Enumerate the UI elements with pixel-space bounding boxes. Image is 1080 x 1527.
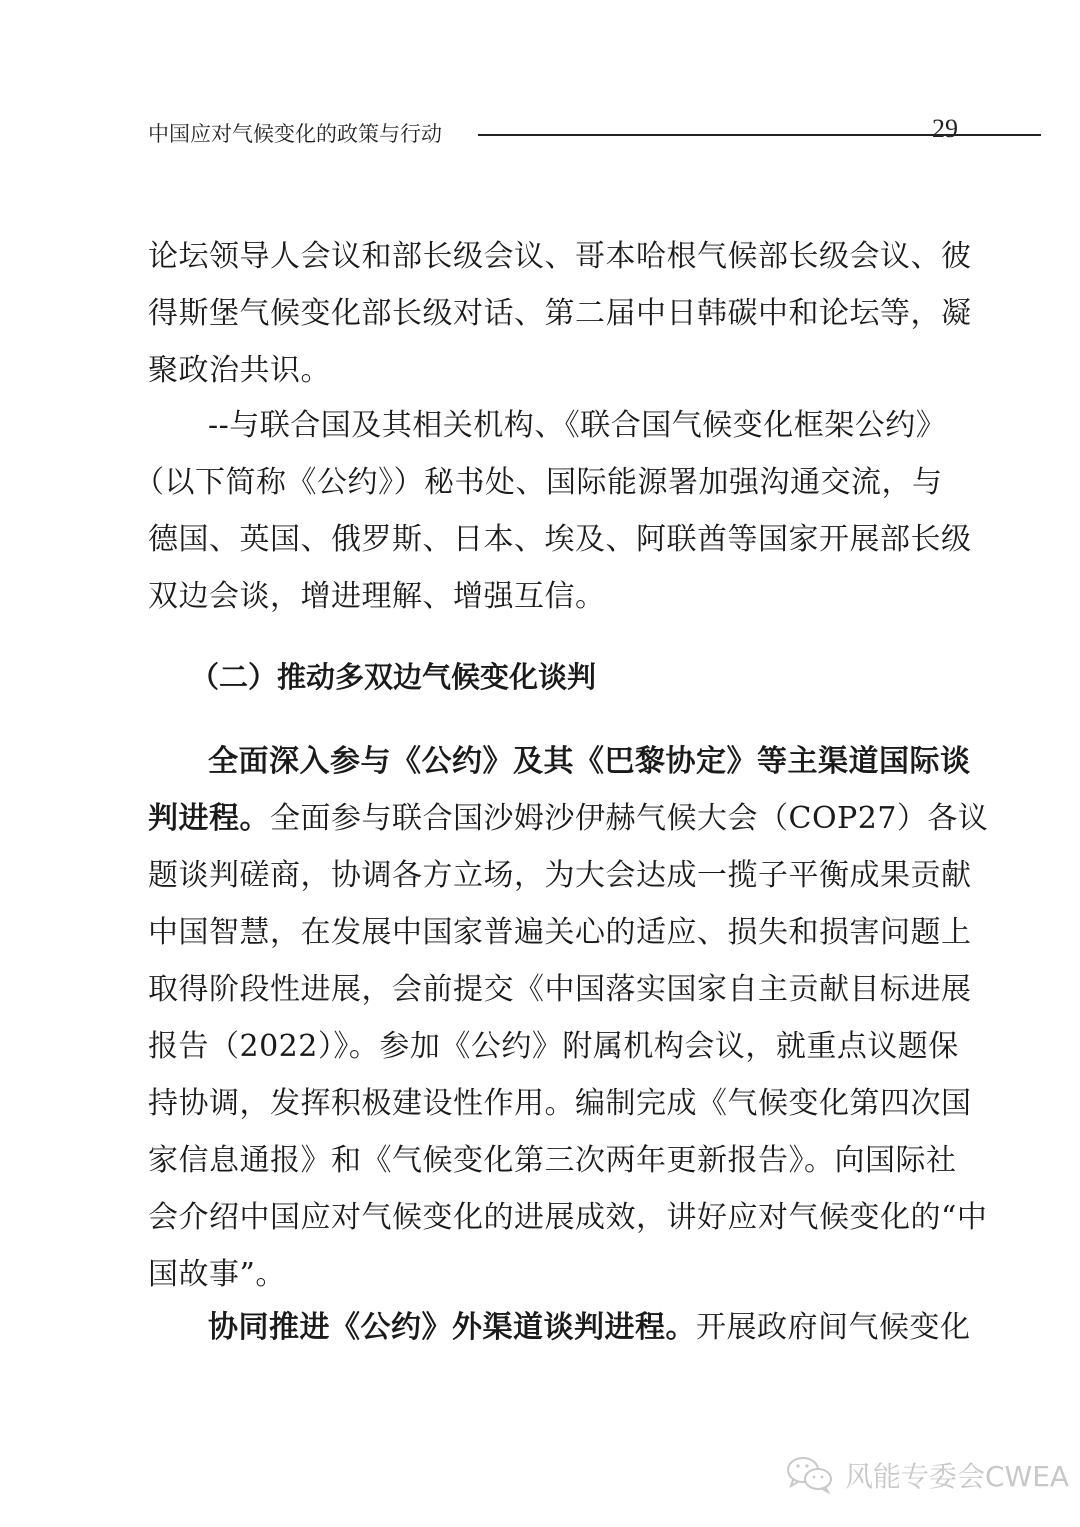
text-line <box>148 1299 971 1356</box>
text-line: 国故事”。 <box>148 1257 286 1292</box>
text-line: 中国智慧，在发展中国家普遍关心的适应、损失和损害问题上 <box>148 915 972 950</box>
text-line: 双边会谈，增进理解、增强互信。 <box>148 579 606 614</box>
text-line: --与联合国及其相关机构、《联合国气候变化框架公约》 <box>208 408 947 443</box>
text-line: （以下简称《公约》）秘书处、国际能源署加强沟通交流，与 <box>134 465 943 500</box>
text-line <box>148 790 989 847</box>
text-span: 全面参与联合国沙姆沙伊赫气候大会（COP27）各议 <box>270 801 989 836</box>
bold-lead-text: 全面深入参与《公约》及其《巴黎协定》等主渠道国际谈 <box>208 744 971 779</box>
text-line: 报告（2022）》。参加《公约》附属机构会议，就重点议题保 <box>148 1029 959 1064</box>
paragraph-forums <box>148 228 972 399</box>
text-line: 题谈判磋商，协调各方立场，为大会达成一揽子平衡成果贡献 <box>148 858 972 893</box>
text-span: 开展政府间气候变化 <box>696 1310 971 1345</box>
text-line: 持协调，发挥积极建设性作用。编制完成《气候变化第四次国 <box>148 1086 972 1121</box>
bold-lead-text: 协同推进《公约》外渠道谈判进程。 <box>208 1310 696 1345</box>
bold-lead-text: 判进程。 <box>148 801 270 836</box>
watermark-text: 风能专委会CWEA <box>845 1460 1070 1493</box>
paragraph-unfccc-negotiations <box>148 733 989 1303</box>
header-title: 中国应对气候变化的政策与行动 <box>148 122 442 146</box>
text-line: 论坛领导人会议和部长级会议、哥本哈根气候部长级会议、彼 <box>148 239 972 274</box>
paragraph-other-channels <box>148 1299 971 1356</box>
text-line: 德国、英国、俄罗斯、日本、埃及、阿联酋等国家开展部长级 <box>148 522 972 557</box>
page-number: 29 <box>932 114 958 143</box>
text-line: 取得阶段性进展，会前提交《中国落实国家自主贡献目标进展 <box>148 972 972 1007</box>
running-header <box>148 112 958 152</box>
text-line: 得斯堡气候变化部长级对话、第二届中日韩碳中和论坛等，凝 <box>148 296 972 331</box>
text-line: 聚政治共识。 <box>148 353 331 388</box>
wechat-icon <box>785 1455 837 1495</box>
text-line: 会介绍中国应对气候变化的进展成效，讲好应对气候变化的“中 <box>148 1200 988 1235</box>
paragraph-un-exchange <box>134 397 972 625</box>
section-heading: （二）推动多双边气候变化谈判 <box>190 660 597 694</box>
watermark <box>785 1455 1069 1495</box>
text-line: 家信息通报》和《气候变化第三次两年更新报告》。向国际社 <box>148 1143 957 1178</box>
